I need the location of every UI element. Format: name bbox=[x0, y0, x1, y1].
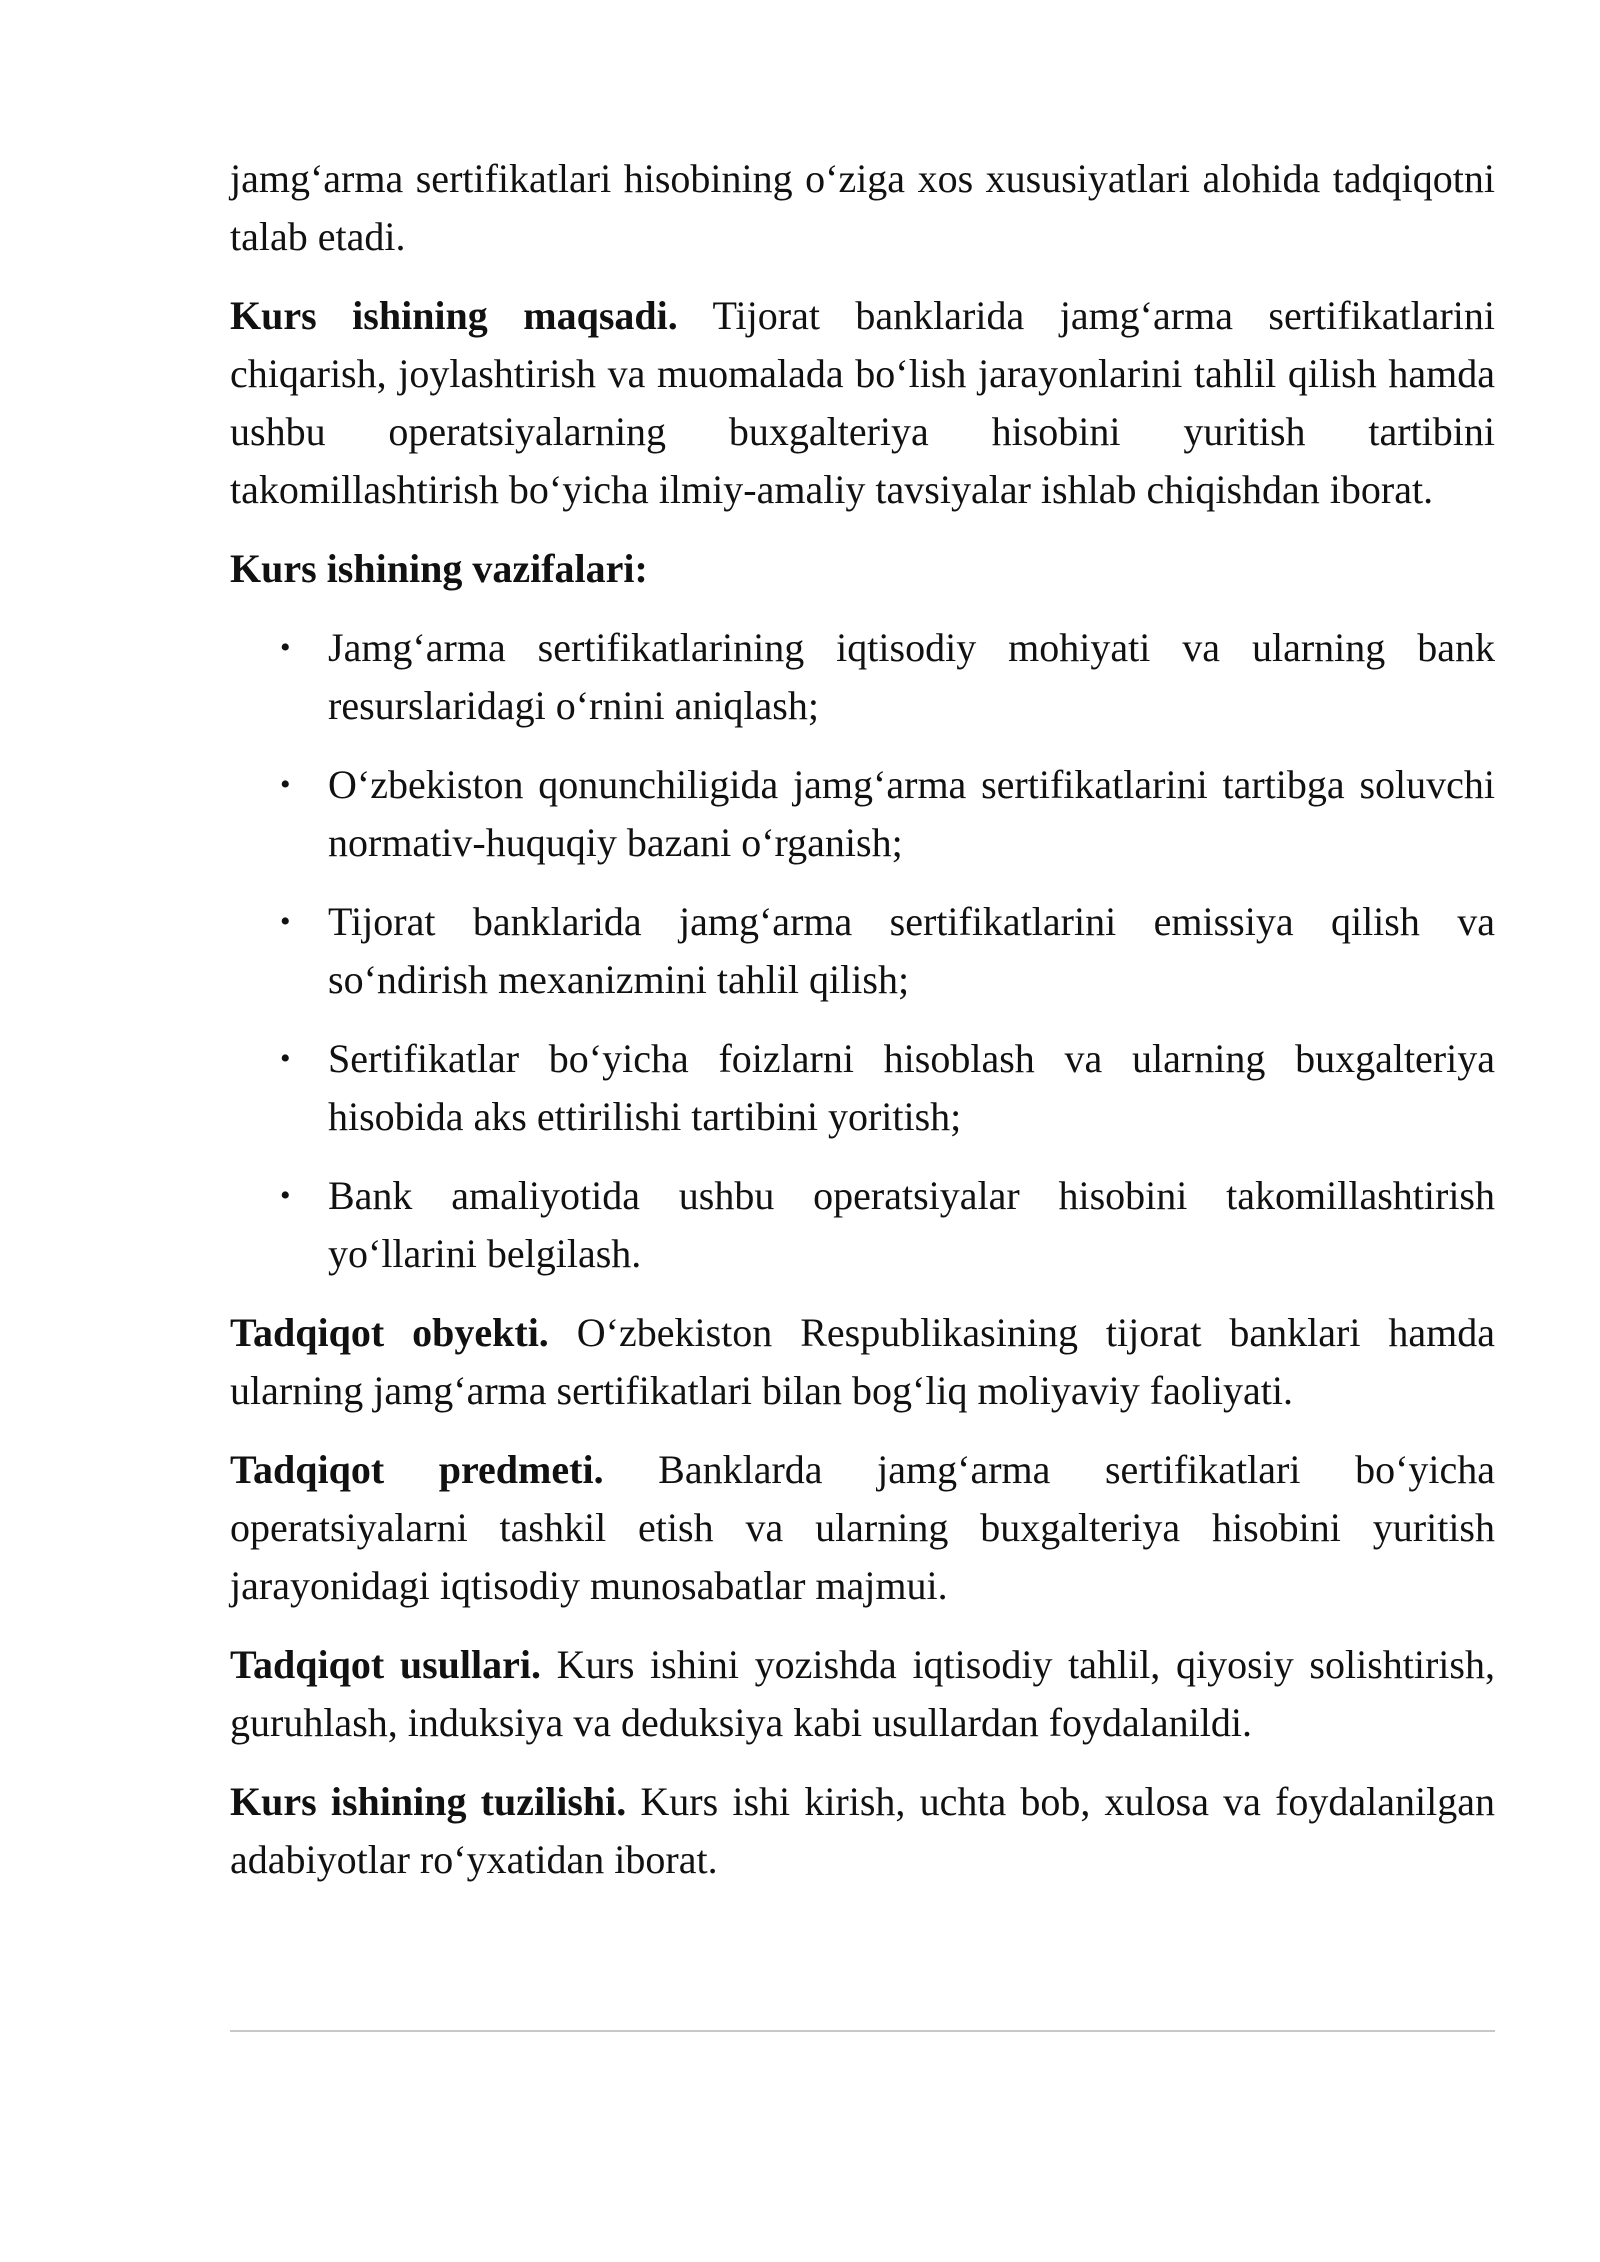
tasks-list bbox=[230, 619, 1495, 1283]
bullet-icon: • bbox=[280, 631, 291, 664]
object-text: O‘zbekiston Respublikasining tijorat banklari hamda ularning jamg‘arma sertifikatlari bilan bog‘liq moliyaviy faoliyati. bbox=[230, 1310, 1496, 1413]
object-label: Tadqiqot obyekti. bbox=[230, 1310, 549, 1355]
subject-paragraph bbox=[230, 1441, 1495, 1615]
methods-text: Kurs ishini yozishda iqtisodiy tahlil, qiyosiy solishtirish, guruhlash, induksiya va deduksiya kabi usullardan foydalanildi. bbox=[230, 1642, 1495, 1745]
horizontal-divider bbox=[230, 2030, 1495, 2032]
intro-paragraph bbox=[230, 150, 1495, 266]
intro-text: jamg‘arma sertifikatlari hisobining o‘ziga xos xususiyatlari alohida tadqiqotni talab etadi. bbox=[230, 156, 1495, 259]
structure-label: Kurs ishining tuzilishi. bbox=[230, 1779, 627, 1824]
list-item bbox=[230, 619, 1495, 735]
subject-text: Banklarda jamg‘arma sertifikatlari bo‘yicha operatsiyalarni tashkil etish va ularning buxgalteriya hisobini yuritish jarayonidagi iqtisodiy munosabatlar majmui. bbox=[230, 1447, 1496, 1608]
task-text: Tijorat banklarida jamg‘arma sertifikatlarini emissiya qilish va so‘ndirish mexanizmini tahlil qilish; bbox=[328, 899, 1495, 1002]
document-page bbox=[230, 150, 1495, 1910]
goal-text: Tijorat banklarida jamg‘arma sertifikatlarini chiqarish, joylashtirish va muomalada bo‘lish jarayonlarini tahlil qilish hamda ushbu operatsiyalarning buxgalteriya hisobini yuritish tartibini takomillashtirish bo‘yicha ilmiy-amaliy tavsiyalar ishlab chiqishdan iborat. bbox=[230, 293, 1495, 512]
task-text: O‘zbekiston qonunchiligida jamg‘arma sertifikatlarini tartibga soluvchi normativ-huquqiy bazani o‘rganish; bbox=[328, 762, 1495, 865]
task-text: Sertifikatlar bo‘yicha foizlarni hisoblash va ularning buxgalteriya hisobida aks ettirilishi tartibini yoritish; bbox=[328, 1036, 1495, 1139]
tasks-heading: Kurs ishining vazifalari: bbox=[230, 546, 648, 591]
list-item bbox=[230, 1030, 1495, 1146]
subject-label: Tadqiqot predmeti. bbox=[230, 1447, 604, 1492]
task-text: Bank amaliyotida ushbu operatsiyalar hisobini takomillashtirish yo‘llarini belgilash. bbox=[328, 1173, 1495, 1276]
methods-paragraph bbox=[230, 1636, 1495, 1752]
list-item bbox=[230, 893, 1495, 1009]
list-item bbox=[230, 1167, 1495, 1283]
list-item bbox=[230, 756, 1495, 872]
structure-text: Kurs ishi kirish, uchta bob, xulosa va foydalanilgan adabiyotlar ro‘yxatidan iborat. bbox=[230, 1779, 1495, 1882]
bullet-icon: • bbox=[280, 1042, 291, 1075]
goal-label: Kurs ishining maqsadi. bbox=[230, 293, 678, 338]
task-text: Jamg‘arma sertifikatlarining iqtisodiy mohiyati va ularning bank resurslaridagi o‘rnini aniqlash; bbox=[328, 625, 1495, 728]
object-paragraph bbox=[230, 1304, 1495, 1420]
goal-paragraph bbox=[230, 287, 1495, 519]
structure-paragraph bbox=[230, 1773, 1495, 1889]
bullet-icon: • bbox=[280, 1179, 291, 1212]
bullet-icon: • bbox=[280, 905, 291, 938]
methods-label: Tadqiqot usullari. bbox=[230, 1642, 541, 1687]
bullet-icon: • bbox=[280, 768, 291, 801]
